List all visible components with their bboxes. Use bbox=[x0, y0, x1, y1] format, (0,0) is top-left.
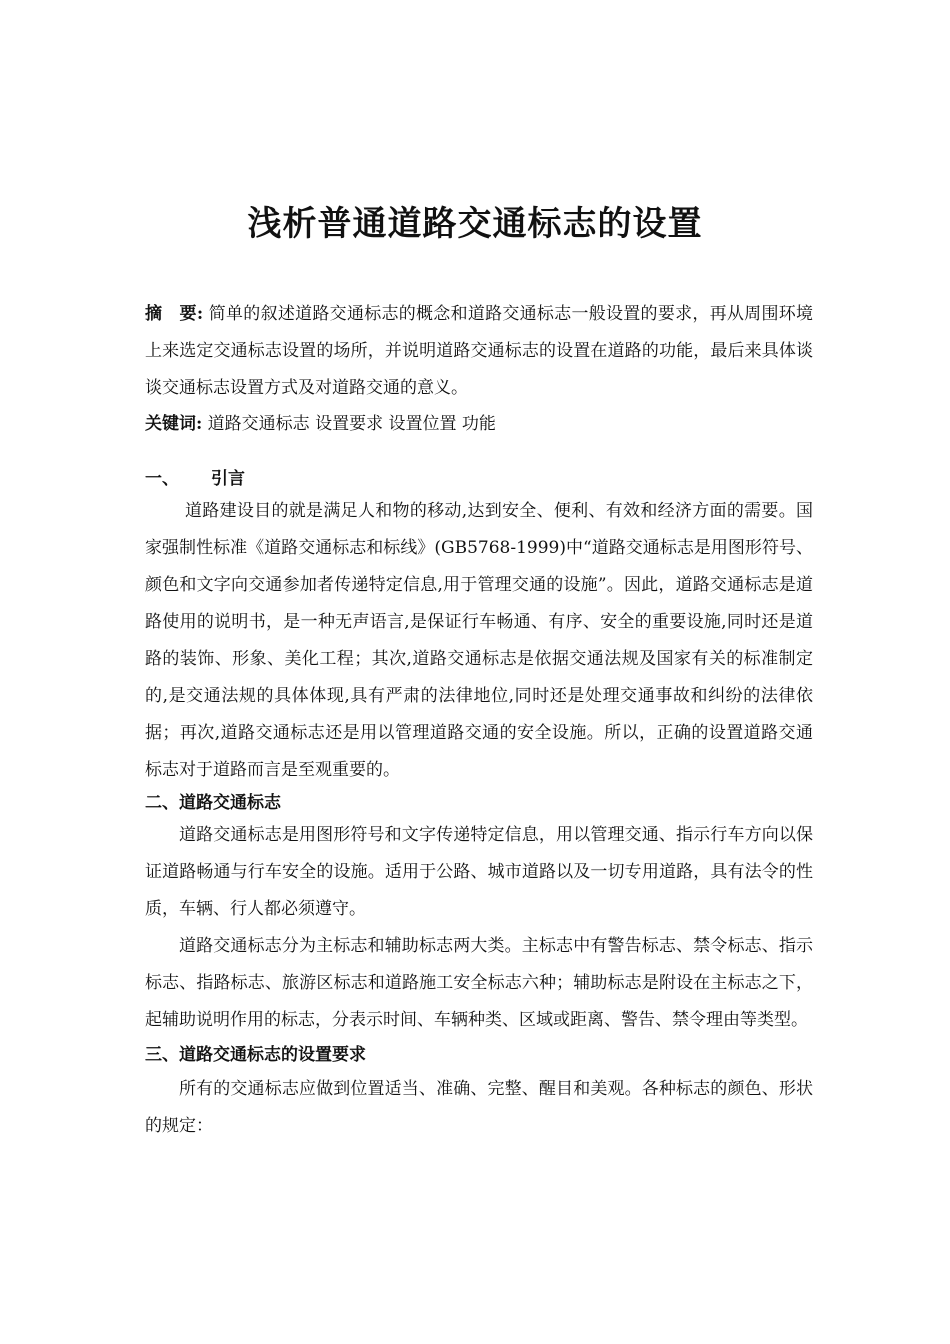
document-title: 浅析普通道路交通标志的设置 bbox=[247, 204, 703, 244]
keywords-label: 关键词: bbox=[145, 414, 203, 434]
abstract-label: 摘 要: bbox=[145, 304, 204, 324]
section-paragraph: 所有的交通标志应做到位置适当、准确、完整、醒目和美观。各种标志的颜色、形状的规定： bbox=[145, 1079, 813, 1136]
abstract-text: 简单的叙述道路交通标志的概念和道路交通标志一般设置的要求，再从周围环境上来选定交通标志设置的场所，并说明道路交通标志的设置在道路的功能，最后来具体谈谈交通标志设置方式及对道路交通的意义。 bbox=[145, 304, 813, 398]
keywords-line bbox=[145, 407, 813, 441]
section-paragraph: 道路建设目的就是满足人和物的移动,达到安全、便利、有效和经济方面的需要。国家强制性标准《道路交通标志和标线》(GB5768-1999)中“道路交通标志是用图形符号、颜色和文字向交通参加者传递特定信息,用于管理交通的设施”。因此，道路交通标志是道路使用的说明书，是一种无声语言,是保证行车畅通、有序、安全的重要设施,同时还是道路的装饰、形象、美化工程；其次,道路交通标志是依据交通法规及国家有关的标准制定的,是交通法规的具体体现,具有严肃的法律地位,同时还是处理交通事故和纠纷的法律依据；再次,道路交通标志还是用以管理道路交通的安全设施。所以，正确的设置道路交通标志对于道路而言是至观重要的。 bbox=[145, 501, 813, 780]
section-heading-text: 引言 bbox=[211, 469, 245, 489]
section-heading-road-signs: 二、道路交通标志 bbox=[145, 793, 281, 813]
keywords-text: 道路交通标志 设置要求 设置位置 功能 bbox=[202, 414, 496, 434]
abstract-paragraph bbox=[145, 296, 813, 407]
section-paragraph: 道路交通标志是用图形符号和文字传递特定信息，用以管理交通、指示行车方向以保证道路畅通与行车安全的设施。适用于公路、城市道路以及一切专用道路，具有法令的性质，车辆、行人都必须遵守。 bbox=[145, 825, 813, 919]
section-paragraph: 道路交通标志分为主标志和辅助标志两大类。主标志中有警告标志、禁令标志、指示标志、指路标志、旅游区标志和道路施工安全标志六种；辅助标志是附设在主标志之下，起辅助说明作用的标志，分表示时间、车辆种类、区域或距离、警告、禁令理由等类型。 bbox=[145, 936, 813, 1030]
section-number: 一、 bbox=[145, 469, 179, 489]
document-body bbox=[145, 296, 813, 1145]
section-heading-intro bbox=[145, 465, 813, 493]
section-heading-requirements: 三、道路交通标志的设置要求 bbox=[145, 1045, 366, 1065]
